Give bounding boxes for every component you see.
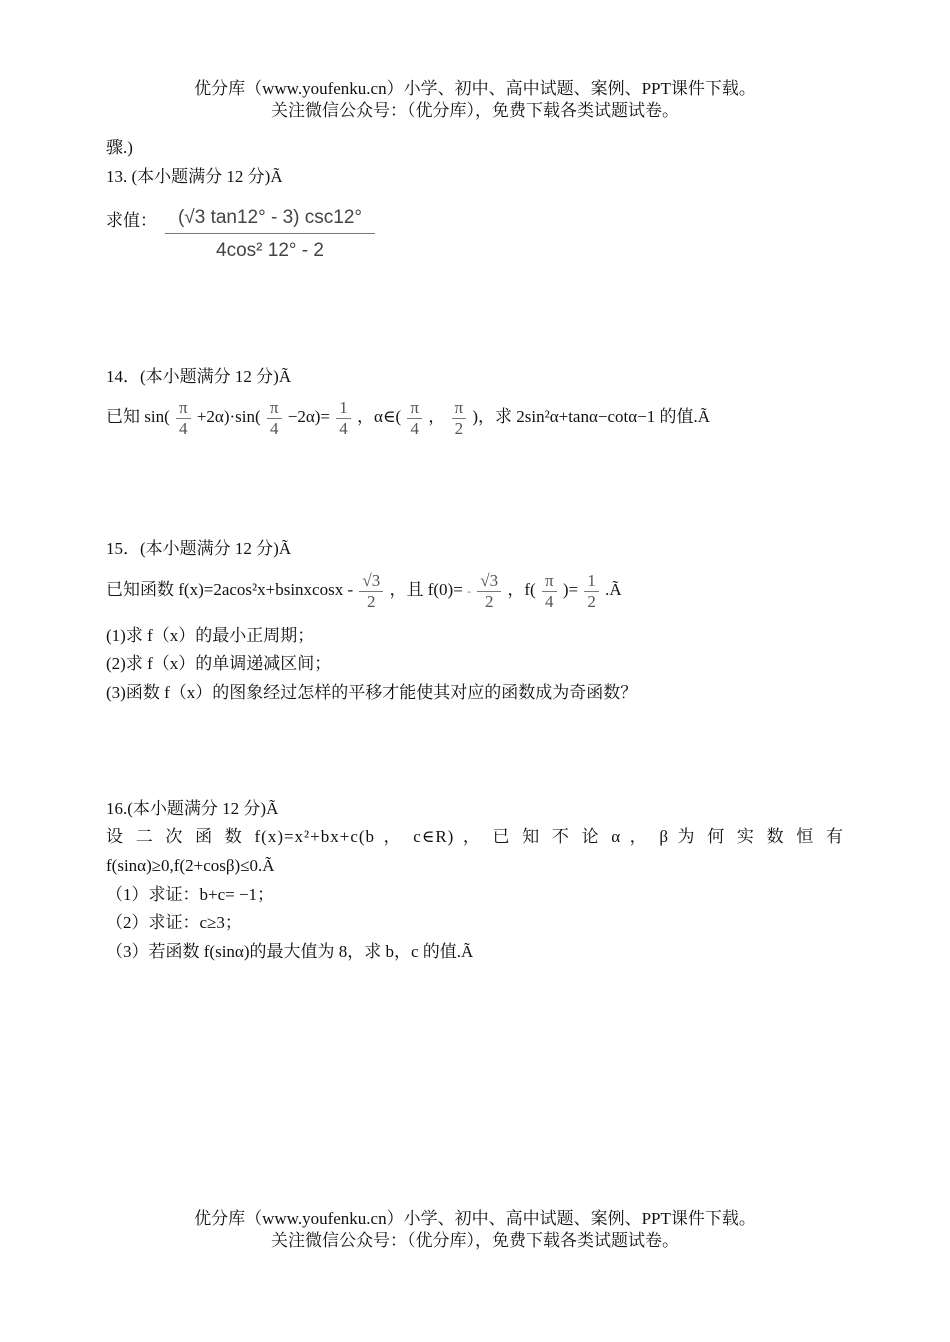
q14-frac-pi-4-a: $\frac{\pi}{4}$ xyxy=(176,398,191,439)
q15-text-2: ，且 f(0)= xyxy=(389,580,463,599)
q16-sub-1: （1）求证：b+c= −1； xyxy=(106,885,275,904)
header xyxy=(0,78,950,122)
q15-text-1: 已知函数 f(x)=2acos²x+bsinxcosx - xyxy=(106,580,354,599)
q14-title: 14．(本小题满分 12 分)Ã xyxy=(106,367,292,386)
q14-frac-pi-4-c: $\frac{\pi}{4}$ xyxy=(407,398,422,439)
q14-statement xyxy=(106,395,710,439)
q13-equation-denominator: 4cos² 12° - 2 xyxy=(216,240,324,261)
footer xyxy=(0,1208,950,1252)
footer-line-1: 优分库（www.youfenku.cn）小学、初中、高中试题、案例、PPT课件下载。 xyxy=(194,1209,756,1228)
footer-line-2: 关注微信公众号：（优分库），免费下载各类试题试卷。 xyxy=(271,1231,679,1250)
q15-frac-sqrt3-2-b: $\frac{√3}{2}$ xyxy=(477,571,501,612)
q13-equation xyxy=(165,207,375,262)
header-line-1: 优分库（www.youfenku.cn）小学、初中、高中试题、案例、PPT课件下载。 xyxy=(194,79,756,98)
text-fragment: 骤.) xyxy=(106,138,133,157)
q14-text-1: 已知 sin( xyxy=(106,407,170,426)
q15-text-5: .Ã xyxy=(605,580,622,599)
header-line-2: 关注微信公众号：（优分库），免费下载各类试题试卷。 xyxy=(271,101,679,120)
q16-title: 16.(本小题满分 12 分)Ã xyxy=(106,799,279,818)
q15-text-4: )= xyxy=(562,580,579,599)
q15-text-3: ，f( xyxy=(507,580,536,599)
q14-frac-pi-4-b: $\frac{\pi}{4}$ xyxy=(267,398,282,439)
q15-frac-1-2: $\frac{1}{2}$ xyxy=(584,571,599,612)
q15-frac-pi-4: $\frac{\pi}{4}$ xyxy=(542,571,557,612)
q13-title: 13. (本小题满分 12 分)Ã xyxy=(106,167,283,186)
q15-sub-1: (1)求 f（x）的最小正周期； xyxy=(106,626,315,645)
q14-text-3: −2α)= xyxy=(287,407,331,426)
q14-frac-pi-2: $\frac{\pi}{2}$ xyxy=(452,398,467,439)
q14-frac-1-4: $\frac{1}{4}$ xyxy=(336,398,351,439)
q15-title: 15．(本小题满分 12 分)Ã xyxy=(106,539,292,558)
q15-frac-sqrt3-2-a: $\frac{√3}{2}$ xyxy=(359,571,383,612)
q14-text-6: )，求 2sin²α+tanα−cotα−1 的值.Ã xyxy=(472,407,711,426)
q15-statement xyxy=(106,568,622,613)
q14-text-5: ， xyxy=(428,407,446,426)
q15-sub-3: (3)函数 f（x）的图象经过怎样的平移才能使其对应的函数成为奇函数？ xyxy=(106,683,638,702)
q13-prompt: 求值： xyxy=(106,211,157,230)
q16-statement-line-1: 设 二 次 函 数 f(x)=x²+bx+c(b ， c∈R) ， 已 知 不 论 α ， β 为 何 实 数 恒 有 xyxy=(106,827,844,846)
q14-text-4: ，α∈( xyxy=(357,407,402,426)
q13-equation-numerator: (√3 tan12° - 3) csc12° xyxy=(165,207,375,234)
q14-text-2: +2α)·sin( xyxy=(196,407,261,426)
q16-sub-2: （2）求证：c≥3； xyxy=(106,913,242,932)
q15-minus: - xyxy=(467,584,472,598)
q15-sub-2: (2)求 f（x）的单调递减区间； xyxy=(106,654,332,673)
q16-sub-3: （3）若函数 f(sinα)的最大值为 8，求 b，c 的值.Ã xyxy=(106,942,474,961)
q16-statement-line-2: f(sinα)≥0,f(2+cosβ)≤0.Ã xyxy=(106,856,275,875)
